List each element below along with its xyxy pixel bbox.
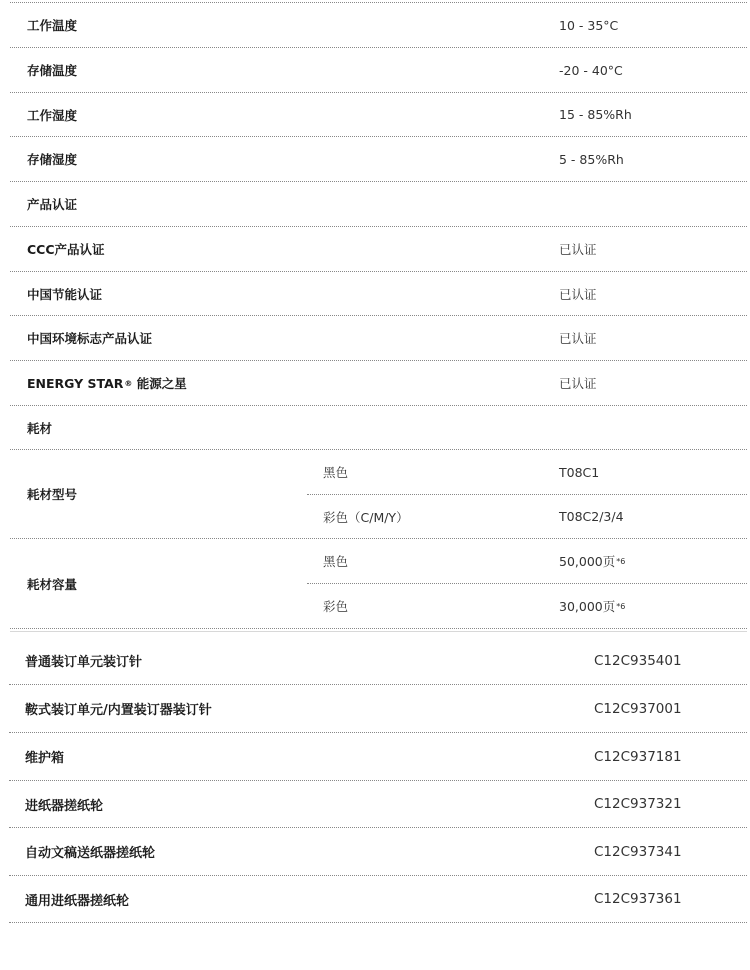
sub-row: [10, 495, 747, 538]
spec-label: 中国环境标志产品认证: [27, 331, 153, 346]
sub-label-color: 彩色: [323, 599, 349, 614]
sub-value: T08C2/3/4: [559, 509, 624, 524]
part-row: [9, 828, 747, 876]
part-number: C12C935401: [594, 652, 682, 669]
part-name: 普通装订单元装订针: [25, 655, 143, 670]
spec-row-storage-temp: [10, 48, 747, 93]
section-label: 耗材: [27, 420, 53, 436]
part-row: [9, 637, 747, 685]
part-name: 通用进纸器搓纸轮: [25, 893, 130, 909]
consumable-capacity-label: 耗材容量: [27, 576, 78, 592]
spec-row-operating-humidity: [10, 93, 747, 137]
sub-value: [559, 584, 625, 628]
yield-value: 30,000页: [559, 599, 616, 614]
sub-value: T08C1: [559, 464, 600, 480]
part-name: 维护箱: [25, 751, 65, 766]
spec-row-environment-label: [10, 316, 747, 361]
part-name: 鞍式装订单元/内置装订器装订针: [25, 703, 212, 718]
spec-label: 工作湿度: [27, 107, 78, 123]
consumable-model-label: 耗材型号: [27, 487, 78, 502]
spec-value: 已认证: [559, 376, 597, 391]
sub-label-color: 彩色（C/M/Y）: [323, 509, 409, 525]
part-number: C12C937001: [594, 700, 682, 717]
part-name: 进纸器搓纸轮: [25, 798, 104, 814]
yield-value: 50,000页: [559, 554, 616, 569]
spec-label: [27, 361, 187, 405]
spec-label: 存储温度: [27, 63, 78, 78]
part-row: [9, 685, 747, 733]
section-header-certification: [10, 182, 747, 227]
part-row: [9, 876, 747, 923]
table-separator: [10, 631, 747, 632]
sub-row: [10, 539, 747, 583]
part-number: C12C937321: [594, 796, 682, 812]
spec-label: 存储湿度: [27, 152, 78, 167]
spec-value: 10 - 35°C: [559, 17, 619, 33]
footnote-mark: *6: [616, 556, 626, 566]
spec-row-energy-star: [10, 361, 747, 406]
sub-row: [10, 450, 747, 494]
spec-value: 已认证: [559, 286, 597, 302]
part-row: [9, 781, 747, 828]
registered-mark: ®: [124, 378, 133, 388]
spec-value: 5 - 85%Rh: [559, 151, 624, 167]
spec-row-energy-saving: [10, 272, 747, 316]
consumable-capacity-group: [10, 539, 747, 629]
sub-row: [10, 584, 747, 628]
consumable-model-group: [10, 450, 747, 539]
energy-star-suffix: 能源之星: [132, 376, 187, 391]
part-number: C12C937361: [594, 891, 682, 907]
section-label: 产品认证: [27, 197, 78, 212]
spec-value: -20 - 40°C: [559, 62, 623, 78]
spec-value: 已认证: [559, 331, 597, 346]
spec-value: 已认证: [559, 242, 597, 257]
energy-star-text: ENERGY STAR: [27, 375, 124, 391]
spec-label: 中国节能认证: [27, 286, 103, 302]
section-header-consumables: [10, 406, 747, 450]
part-row: [9, 733, 747, 781]
spec-row-storage-humidity: [10, 137, 747, 182]
spec-value: 15 - 85%Rh: [559, 107, 632, 122]
part-name: 自动文稿送纸器搓纸轮: [25, 846, 156, 861]
footnote-mark: *6: [616, 601, 626, 611]
sub-value: [559, 539, 625, 583]
part-number: C12C937341: [594, 843, 682, 860]
sub-label-black: 黑色: [323, 554, 349, 569]
sub-label-black: 黑色: [323, 465, 349, 480]
spec-label: CCC产品认证: [27, 242, 105, 257]
part-number: C12C937181: [594, 748, 682, 765]
spec-row-ccc: [10, 227, 747, 272]
spec-row-operating-temp: [10, 3, 747, 48]
spec-label: 工作温度: [27, 18, 78, 33]
